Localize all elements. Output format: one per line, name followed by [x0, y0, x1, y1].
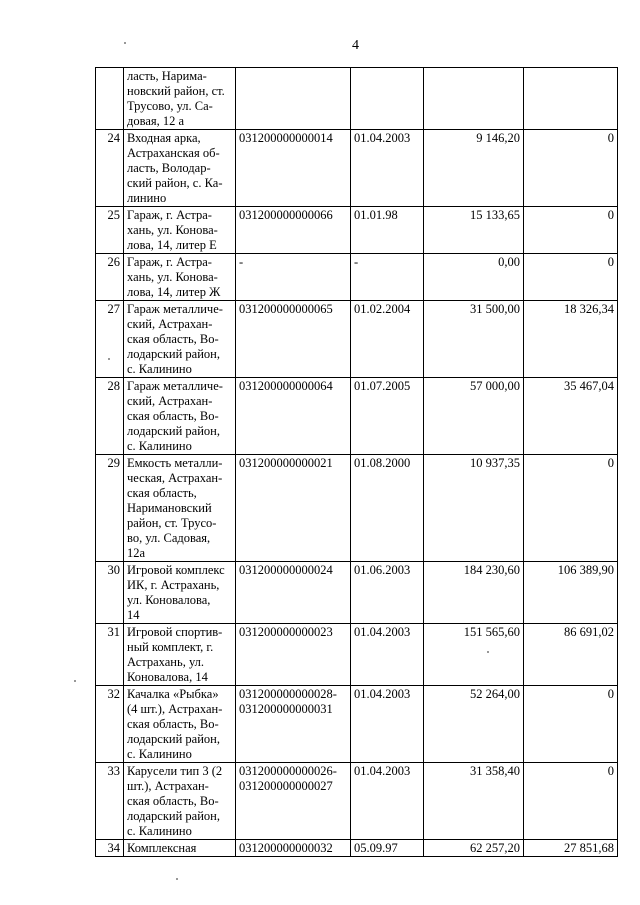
- initial-cost: 184 230,60: [424, 562, 524, 624]
- acquisition-date: 01.04.2003: [351, 763, 424, 840]
- row-number: 27: [96, 301, 124, 378]
- inventory-number: 031200000000023: [236, 624, 351, 686]
- acquisition-date: 01.08.2000: [351, 455, 424, 562]
- asset-name: Игровой комплекс ИК, г. Астрахань, ул. Коновалова, 14: [124, 562, 236, 624]
- row-number: 33: [96, 763, 124, 840]
- scan-speck: [176, 878, 178, 880]
- table-row: [96, 207, 618, 254]
- residual-value: 35 467,04: [524, 378, 618, 455]
- table-row: [96, 562, 618, 624]
- asset-name: Гараж, г. Астра- хань, ул. Конова- лова, 14, литер Е: [124, 207, 236, 254]
- initial-cost: [424, 68, 524, 130]
- asset-name: Комплексная: [124, 840, 236, 857]
- row-number: [96, 68, 124, 130]
- inventory-number: [236, 68, 351, 130]
- residual-value: 27 851,68: [524, 840, 618, 857]
- inventory-number: 031200000000066: [236, 207, 351, 254]
- asset-name: Входная арка, Астраханская об- ласть, Володар- ский район, с. Ка- линино: [124, 130, 236, 207]
- table-row: [96, 763, 618, 840]
- scan-speck: [124, 42, 126, 44]
- acquisition-date: 01.07.2005: [351, 378, 424, 455]
- asset-name: Гараж, г. Астра- хань, ул. Конова- лова, 14, литер Ж: [124, 254, 236, 301]
- residual-value: 0: [524, 130, 618, 207]
- inventory-number: 031200000000026- 031200000000027: [236, 763, 351, 840]
- row-number: 25: [96, 207, 124, 254]
- acquisition-date: 01.02.2004: [351, 301, 424, 378]
- acquisition-date: [351, 68, 424, 130]
- inventory-number: 031200000000028- 031200000000031: [236, 686, 351, 763]
- residual-value: 86 691,02: [524, 624, 618, 686]
- initial-cost: 9 146,20: [424, 130, 524, 207]
- initial-cost: 31 500,00: [424, 301, 524, 378]
- row-number: 30: [96, 562, 124, 624]
- initial-cost: 57 000,00: [424, 378, 524, 455]
- acquisition-date: -: [351, 254, 424, 301]
- residual-value: 106 389,90: [524, 562, 618, 624]
- row-number: 31: [96, 624, 124, 686]
- inventory-number: 031200000000024: [236, 562, 351, 624]
- property-registry-table: [95, 67, 618, 857]
- asset-name: Качалка «Рыбка» (4 шт.), Астрахан- ская область, Во- лодарский район, с. Калинино: [124, 686, 236, 763]
- scan-speck: [74, 680, 76, 682]
- acquisition-date: 01.04.2003: [351, 130, 424, 207]
- asset-name: Гараж металличе- ский, Астрахан- ская область, Во- лодарский район, с. Калинино: [124, 378, 236, 455]
- residual-value: 0: [524, 686, 618, 763]
- initial-cost: 151 565,60: [424, 624, 524, 686]
- acquisition-date: 05.09.97: [351, 840, 424, 857]
- asset-name: Емкость металли- ческая, Астрахан- ская область, Наримановский район, ст. Трусо- во, ул. Садовая, 12а: [124, 455, 236, 562]
- table-row: [96, 624, 618, 686]
- acquisition-date: 01.04.2003: [351, 624, 424, 686]
- scan-speck: [108, 358, 110, 360]
- residual-value: [524, 68, 618, 130]
- row-number: 34: [96, 840, 124, 857]
- residual-value: 0: [524, 207, 618, 254]
- initial-cost: 52 264,00: [424, 686, 524, 763]
- initial-cost: 10 937,35: [424, 455, 524, 562]
- asset-name: Гараж металличе- ский, Астрахан- ская область, Во- лодарский район, с. Калинино: [124, 301, 236, 378]
- inventory-number: 031200000000064: [236, 378, 351, 455]
- acquisition-date: 01.04.2003: [351, 686, 424, 763]
- table-row: [96, 301, 618, 378]
- table-row: [96, 378, 618, 455]
- table-row: [96, 68, 618, 130]
- scan-speck: [487, 651, 489, 653]
- residual-value: 0: [524, 254, 618, 301]
- table-row: [96, 840, 618, 857]
- asset-name: Игровой спортив- ный комплект, г. Астрахань, ул. Коновалова, 14: [124, 624, 236, 686]
- inventory-number: -: [236, 254, 351, 301]
- initial-cost: 31 358,40: [424, 763, 524, 840]
- row-number: 26: [96, 254, 124, 301]
- acquisition-date: 01.06.2003: [351, 562, 424, 624]
- acquisition-date: 01.01.98: [351, 207, 424, 254]
- row-number: 28: [96, 378, 124, 455]
- asset-name: Карусели тип 3 (2 шт.), Астрахан- ская область, Во- лодарский район, с. Калинино: [124, 763, 236, 840]
- inventory-number: 031200000000021: [236, 455, 351, 562]
- residual-value: 0: [524, 763, 618, 840]
- table-row: [96, 130, 618, 207]
- table-row: [96, 455, 618, 562]
- row-number: 24: [96, 130, 124, 207]
- inventory-number: 031200000000014: [236, 130, 351, 207]
- asset-name: ласть, Нарима- новский район, ст. Трусово, ул. Са- довая, 12 а: [124, 68, 236, 130]
- residual-value: 18 326,34: [524, 301, 618, 378]
- table-row: [96, 686, 618, 763]
- initial-cost: 15 133,65: [424, 207, 524, 254]
- inventory-number: 031200000000065: [236, 301, 351, 378]
- row-number: 29: [96, 455, 124, 562]
- inventory-number: 031200000000032: [236, 840, 351, 857]
- page-number: 4: [352, 38, 359, 53]
- row-number: 32: [96, 686, 124, 763]
- residual-value: 0: [524, 455, 618, 562]
- table-row: [96, 254, 618, 301]
- initial-cost: 0,00: [424, 254, 524, 301]
- initial-cost: 62 257,20: [424, 840, 524, 857]
